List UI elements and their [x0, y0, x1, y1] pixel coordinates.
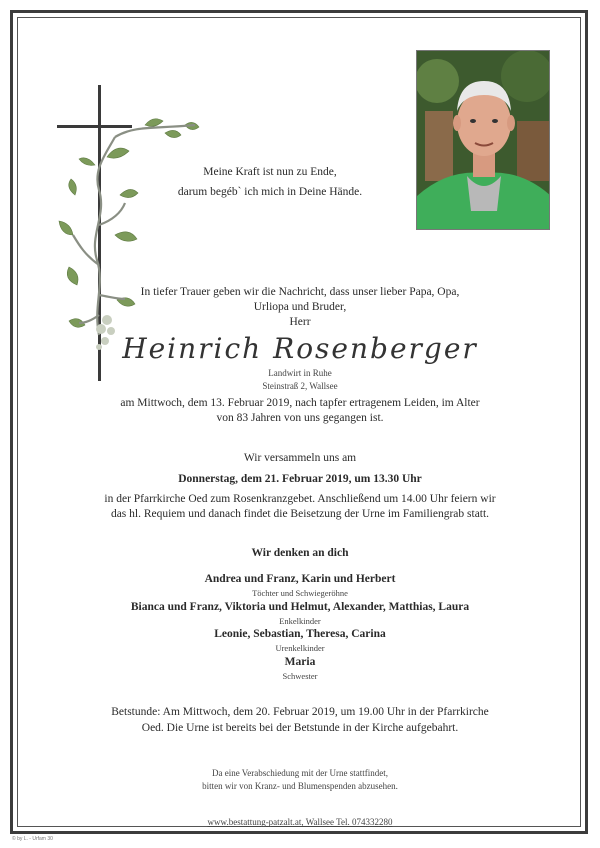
gathering-datetime: Donnerstag, dem 21. Februar 2019, um 13.30 Uhr [178, 473, 422, 485]
mourners-heading: Wir denken an dich [251, 547, 349, 559]
copyright-note: © by L. - Urfam 30 [12, 836, 53, 842]
note-line-2: bitten wir von Kranz- und Blumenspenden abzusehen. [202, 781, 398, 791]
announcement-line-1: In tiefer Trauer geben wir die Nachricht, dass unser lieber Papa, Opa, [140, 286, 460, 298]
poem-line-2: darum begéb` ich mich in Deine Hände. [177, 186, 363, 198]
deceased-address: Steinstraß 2, Wallsee [262, 381, 338, 391]
portrait-photo [416, 50, 550, 230]
mourner-names: Leonie, Sebastian, Theresa, Carina [214, 628, 386, 640]
gathering-line-1: in der Pfarrkirche Oed zum Rosenkranzgebet. Anschließend um 14.00 Uhr feiern wir [104, 493, 496, 505]
mourner-names: Bianca und Franz, Viktoria und Helmut, Alexander, Matthias, Laura [130, 601, 470, 613]
announcement-line-3: Herr [289, 316, 311, 328]
mourner-names: Maria [284, 656, 316, 668]
mourner-relation: Enkelkinder [279, 616, 321, 626]
announcement-line-2: Urliopa und Bruder, [253, 301, 347, 313]
mourner-relation: Schwester [282, 671, 318, 681]
gathering-intro: Wir versammeln uns am [243, 452, 357, 464]
portrait-image [417, 51, 550, 230]
deceased-name: Heinrich Rosenberger [122, 332, 478, 365]
death-line-1: am Mittwoch, dem 13. Februar 2019, nach tapfer ertragenem Leiden, im Alter [120, 397, 480, 409]
prayer-line-1: Betstunde: Am Mittwoch, dem 20. Februar 2019, um 19.00 Uhr in der Pfarrkirche [111, 706, 489, 718]
mourner-relation: Töchter und Schwiegeröhne [252, 588, 348, 598]
death-line-2: von 83 Jahren von uns gegangen ist. [216, 412, 384, 424]
deceased-title: Landwirt in Ruhe [268, 368, 332, 378]
footer-contact-link[interactable]: www.bestattung-patzalt.at, Wallsee Tel. 074332280 [207, 817, 393, 827]
mourner-relation: Urenkelkinder [275, 643, 325, 653]
gathering-line-2: das hl. Requiem und danach findet die Beisetzung der Urne im Familiengrab statt. [110, 508, 490, 520]
prayer-line-2: Oed. Die Urne ist bereits bei der Betstunde in der Kirche aufgebahrt. [141, 722, 459, 734]
note-line-1: Da eine Verabschiedung mit der Urne stattfindet, [211, 768, 389, 778]
mourner-names: Andrea und Franz, Karin und Herbert [204, 573, 396, 585]
poem-line-1: Meine Kraft ist nun zu Ende, [203, 166, 337, 178]
